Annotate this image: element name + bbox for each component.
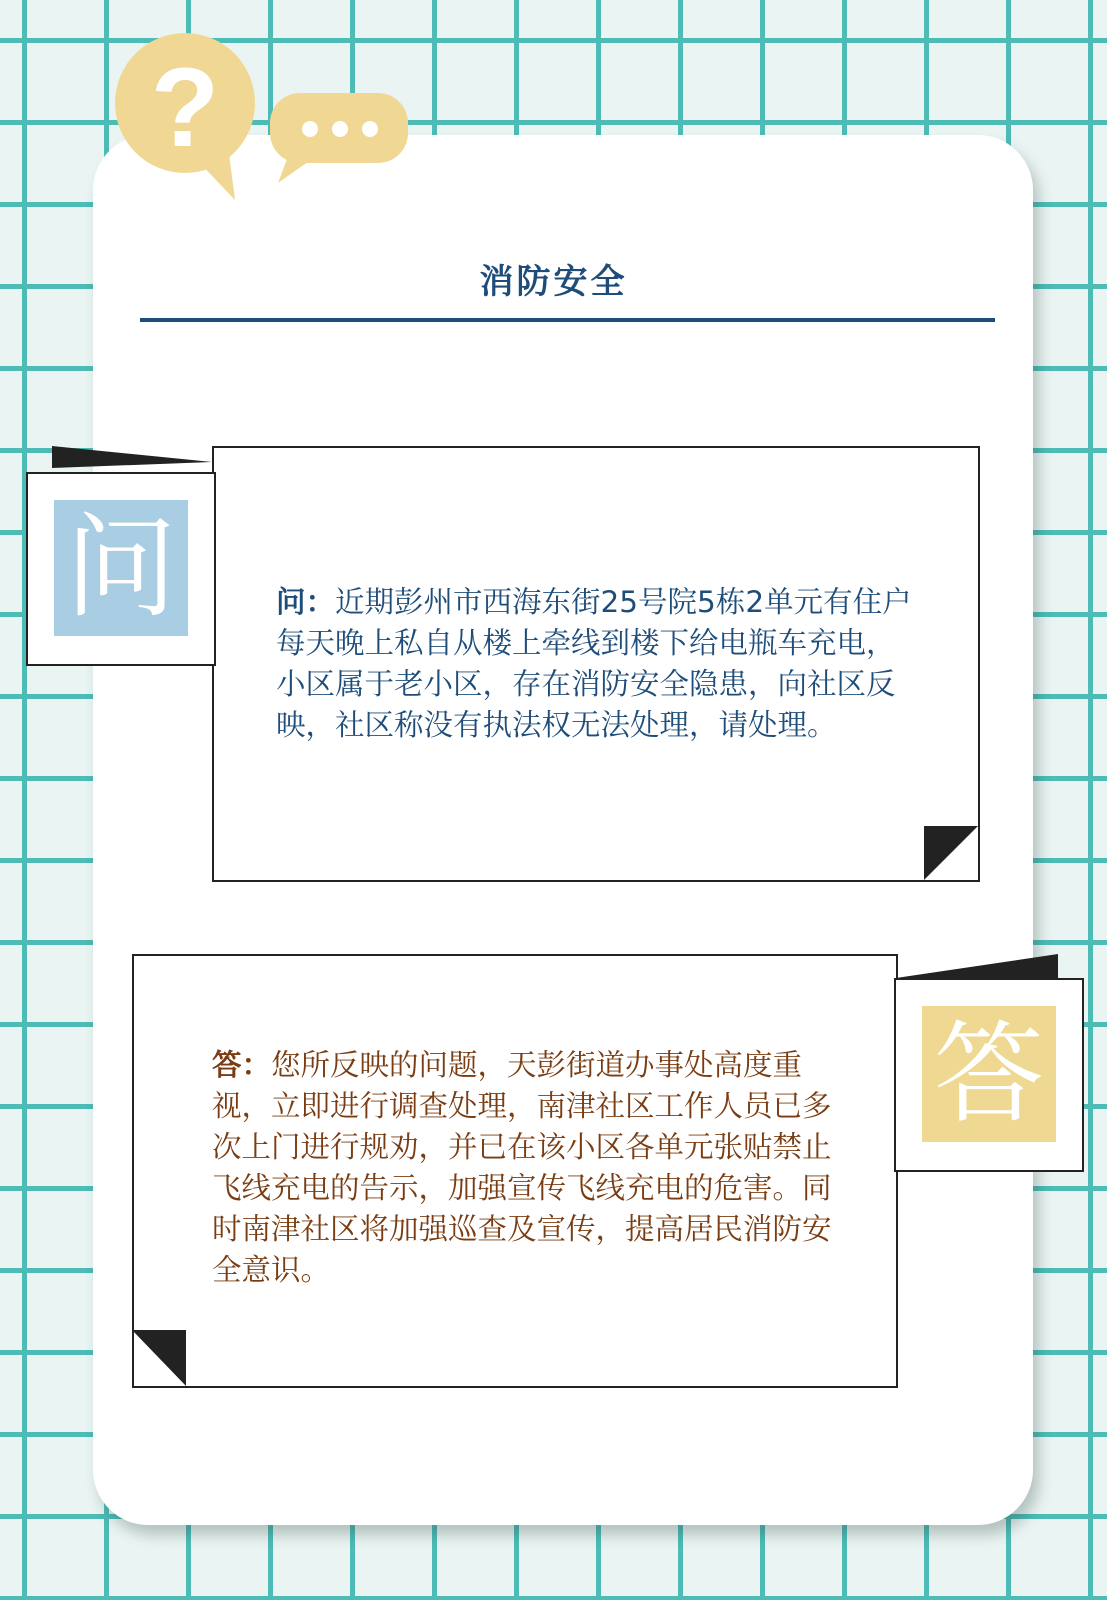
question-fold-bottom: [924, 826, 978, 880]
svg-text:?: ?: [150, 45, 220, 170]
answer-body: 您所反映的问题，天彭街道办事处高度重视，立即进行调查处理，南津社区工作人员已多次上门进行规劝，并已在该小区各单元张贴禁止飞线充电的告示，加强宣传飞线充电的危害。同时南津社区将加强巡查及宣传，提高居民消防安全意识。: [212, 1048, 832, 1287]
page-title: 消防安全: [479, 262, 628, 302]
question-body: 近期彭州市西海东街25号院5栋2单元有住户每天晚上私自从楼上牵线到楼下给电瓶车充电，小区属于老小区，存在消防安全隐患，向社区反映，社区称没有执法权无法处理，请处理。: [276, 585, 912, 742]
ellipsis-bubble-icon: [270, 85, 420, 185]
question-label: 问：: [276, 585, 336, 619]
answer-label: 答：: [212, 1048, 272, 1082]
question-tab: [26, 472, 216, 666]
answer-fold-bottom: [132, 1330, 186, 1386]
question-fold-top: [52, 446, 212, 468]
question-tab-char: 问: [54, 500, 188, 636]
answer-text: [212, 1045, 848, 1291]
answer-tab-char: 答: [922, 1006, 1056, 1142]
title-divider: [140, 318, 995, 322]
question-bubble-icon: [110, 28, 260, 208]
question-text: [276, 582, 916, 746]
answer-tab: [894, 978, 1084, 1172]
answer-fold-top: [896, 954, 1058, 978]
